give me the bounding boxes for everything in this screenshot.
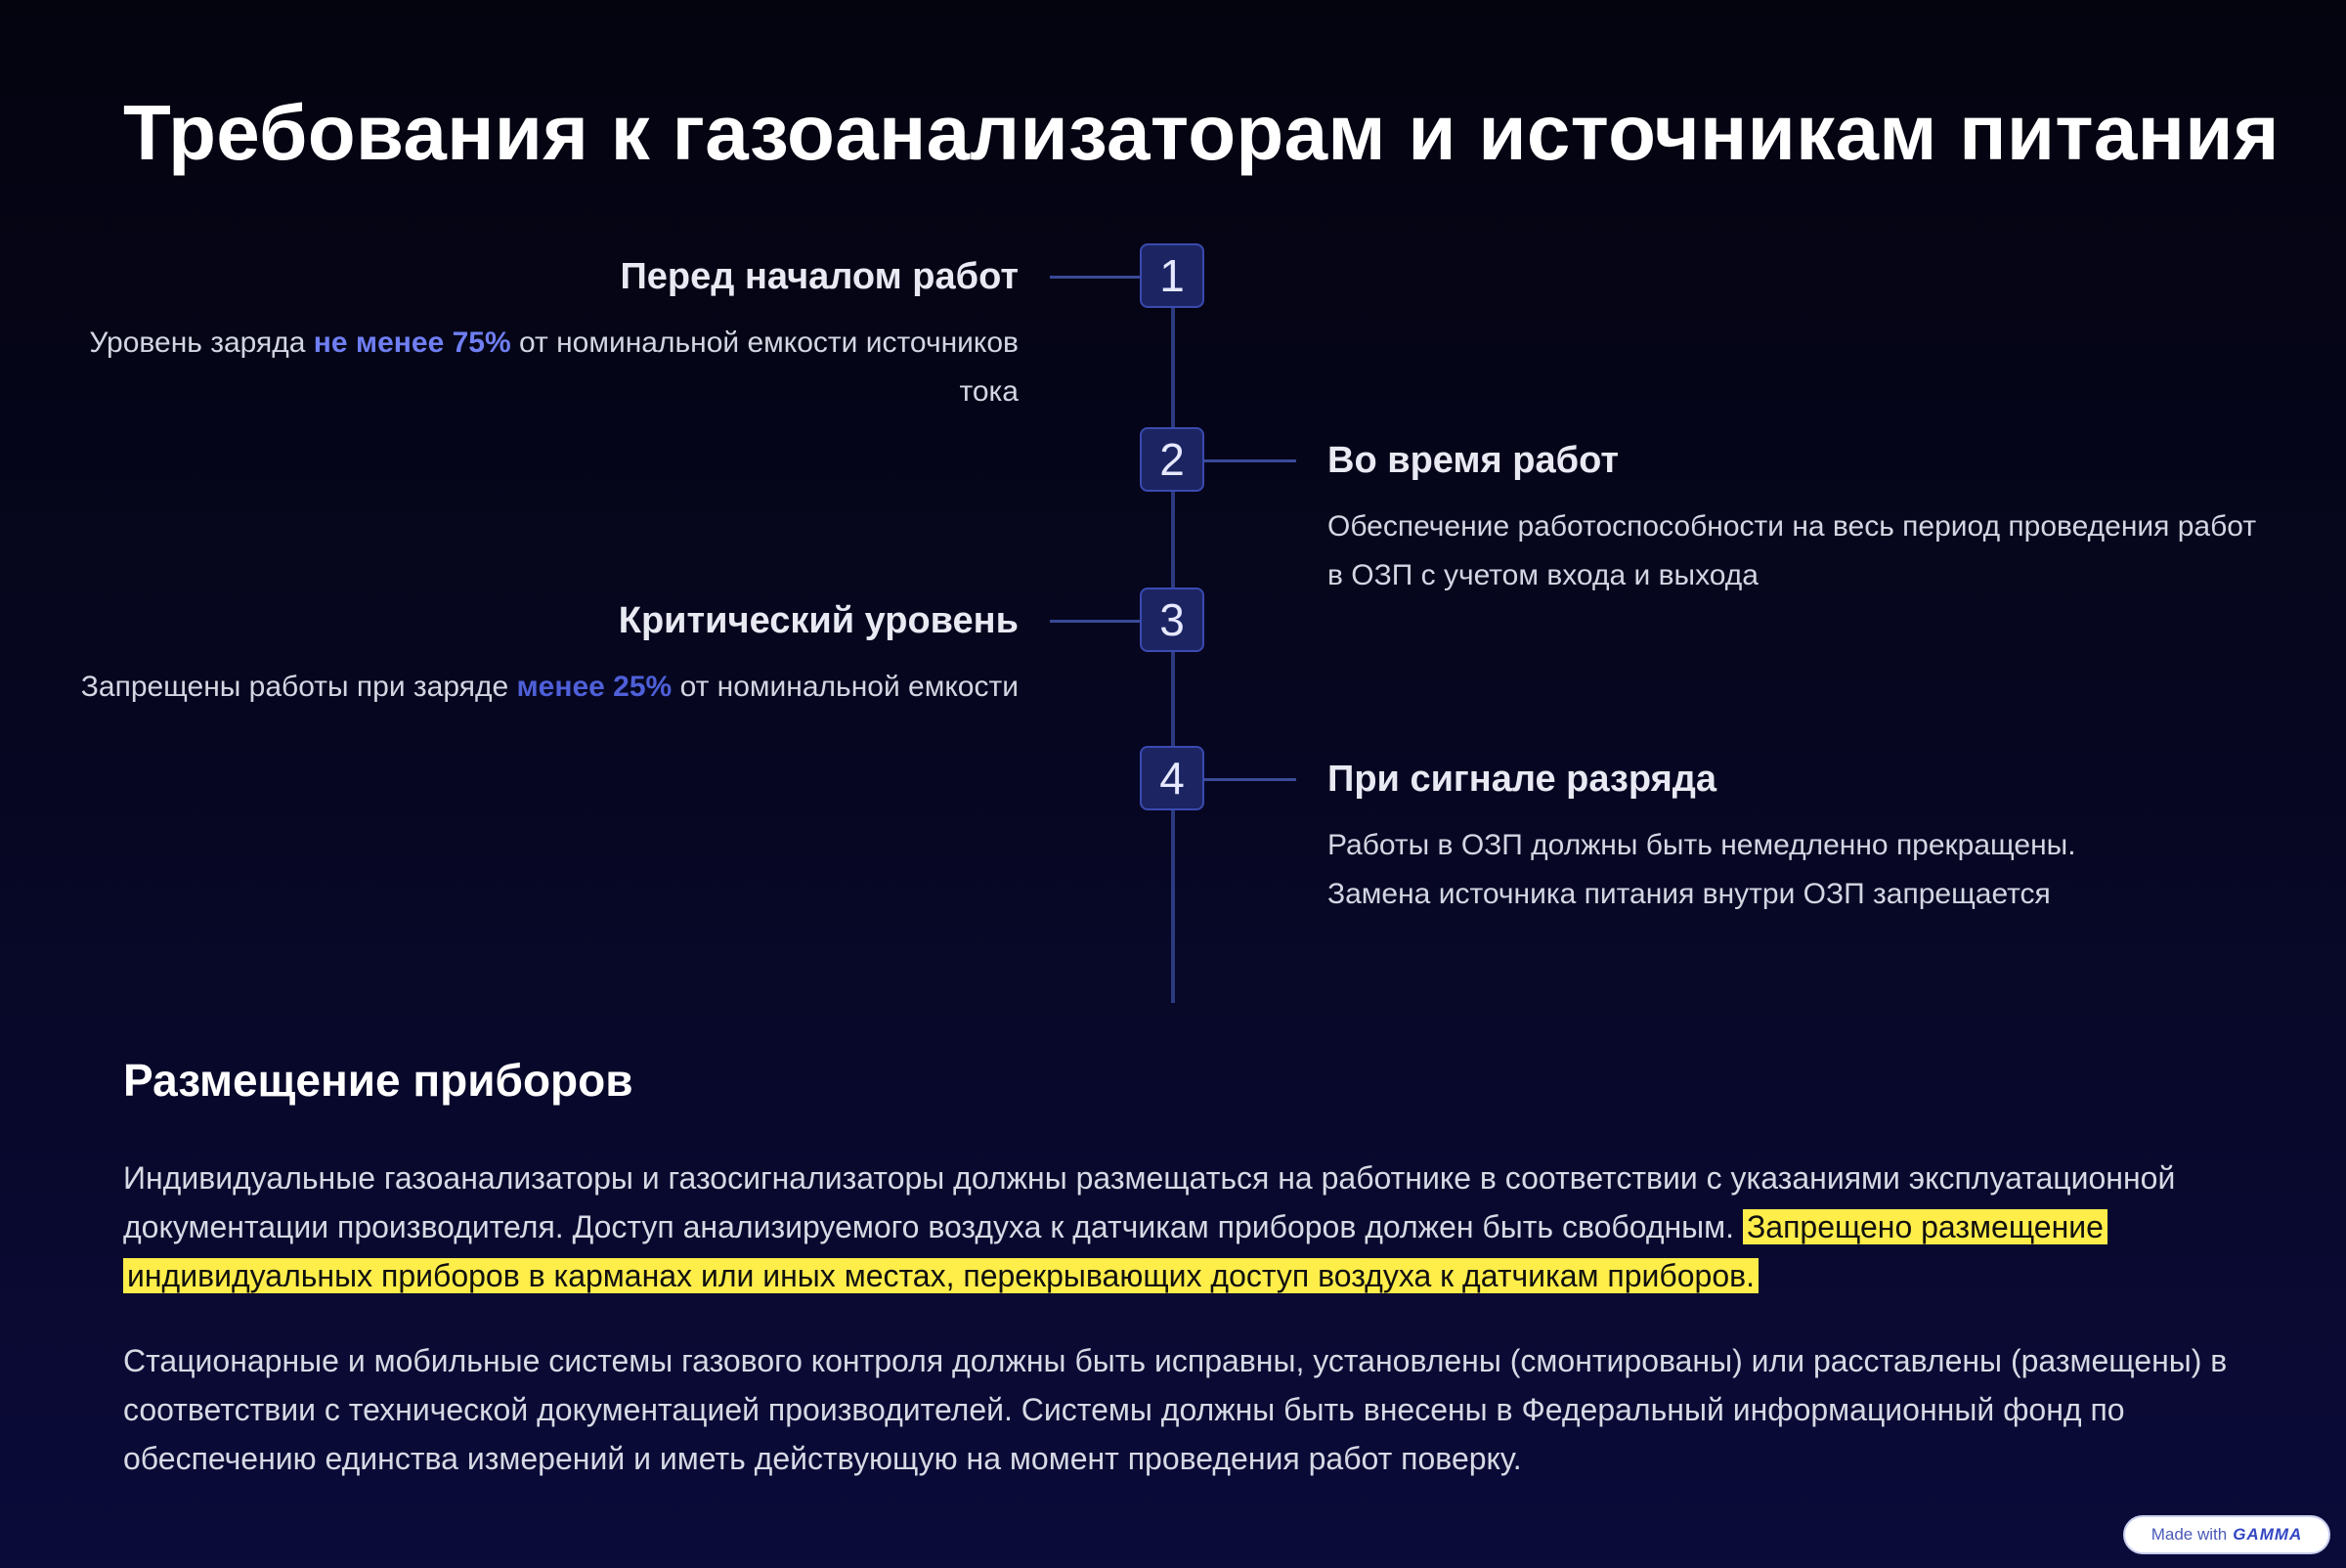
timeline-item-1-highlight: не менее 75% (313, 327, 511, 359)
connector-2 (1204, 459, 1296, 462)
connector-1 (1050, 276, 1142, 279)
section-title: Размещение приборов (123, 1055, 633, 1106)
gamma-logo: GAMMA (2233, 1525, 2303, 1544)
timeline-item-1-text-after: от номинальной емкости источников тока (510, 327, 1019, 408)
timeline-item-2-text: Обеспечение работоспособности на весь период проведения работ в ОЗП с учетом входа и выхода (1327, 510, 2257, 591)
connector-4 (1204, 778, 1296, 781)
timeline-item-4-text-line2: Замена источника питания внутри ОЗП запрещается (1327, 878, 2051, 910)
page-title: Требования к газоанализаторам и источникам питания (123, 89, 2280, 176)
placement-paragraph-1 (123, 1154, 2235, 1300)
timeline-item-4-text-line1: Работы в ОЗП должны быть немедленно прекращены. (1327, 829, 2076, 861)
timeline-item-3-text (61, 663, 1019, 712)
timeline-item-1 (61, 254, 1019, 416)
connector-3 (1050, 620, 1142, 623)
timeline-item-1-text (61, 319, 1019, 416)
timeline-item-1-title: Перед началом работ (620, 256, 1019, 297)
step-number-1: 1 (1140, 243, 1204, 308)
made-with-label: Made with (2150, 1525, 2228, 1544)
timeline-item-4-title: При сигнале разряда (1327, 759, 1717, 800)
step-number-4: 4 (1140, 746, 1204, 810)
placement-paragraph-1-highlight: Запрещено размещение индивидуальных приборов в карманах или иных местах, перекрывающих доступ воздуха к датчикам приборов. (123, 1209, 2107, 1293)
timeline-item-3-highlight: менее 25% (516, 671, 673, 703)
timeline-item-3-text-after: от номинальной емкости (672, 671, 1019, 703)
timeline-item-3 (61, 598, 1019, 712)
timeline-item-1-text-before: Уровень заряда (89, 327, 314, 359)
step-number-2: 2 (1140, 427, 1204, 492)
placement-paragraph-2: Стационарные и мобильные системы газового контроля должны быть исправны, установлены (смонтированы) или расставлены (размещены) в соответствии с технической документацией производителей. Системы должны быть внесены в Федеральный информационный фонд по обеспечению единства измерений и иметь действующую на момент проведения работ поверку. (123, 1343, 2228, 1476)
timeline-item-4 (1327, 757, 2266, 919)
step-number-3: 3 (1140, 588, 1204, 652)
timeline-item-2 (1327, 438, 2266, 600)
timeline-item-4-text (1327, 821, 2266, 919)
made-with-badge[interactable] (2123, 1515, 2330, 1554)
placement-paragraph-1-text: Индивидуальные газоанализаторы и газосигнализаторы должны размещаться на работнике в соответствии с указаниями эксплуатационной документации производителя. Доступ анализируемого воздуха к датчикам приборов должен быть свободным. (123, 1160, 2176, 1244)
timeline-item-3-title: Критический уровень (618, 600, 1019, 641)
timeline-item-3-text-before: Запрещены работы при заряде (80, 671, 517, 703)
timeline-item-2-title: Во время работ (1327, 440, 1619, 481)
